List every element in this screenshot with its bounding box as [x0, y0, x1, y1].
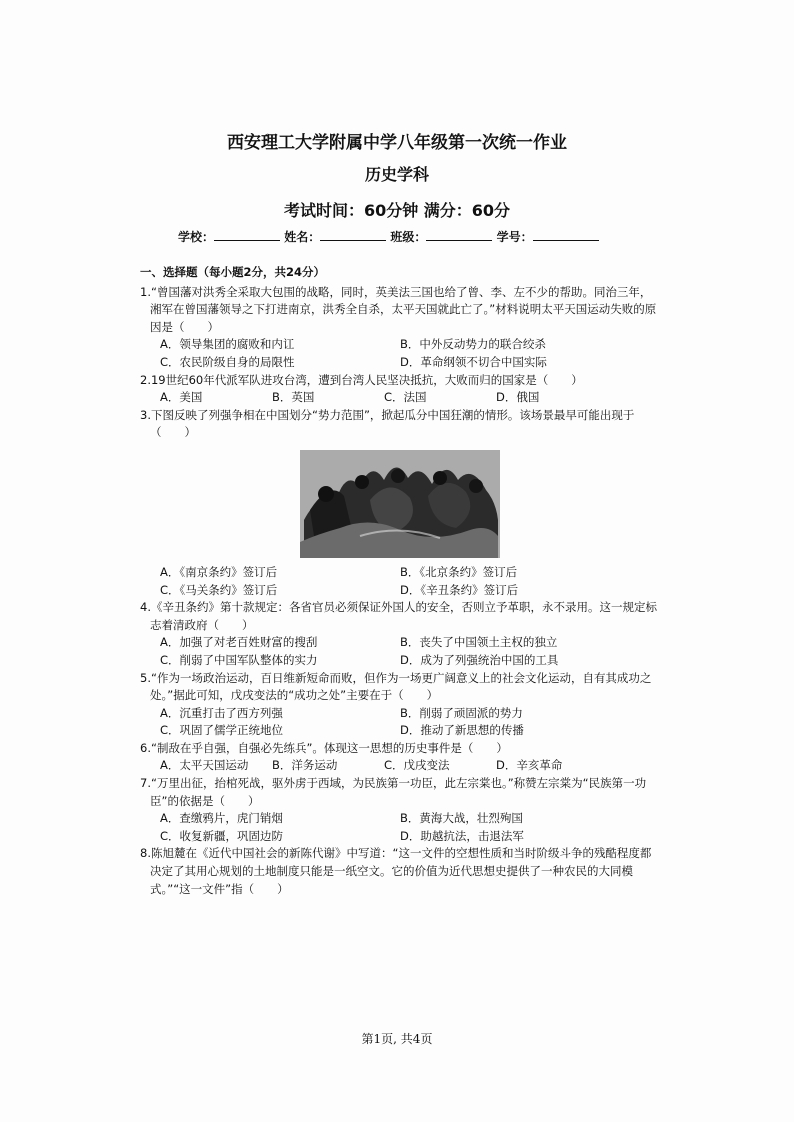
student-id-label: 学号： [496, 230, 533, 244]
option-a[interactable]: A．美国 [160, 390, 203, 405]
question-2 [140, 372, 660, 407]
section-title: 一、选择题（每小题2分，共24分） [140, 265, 326, 279]
question-6 [140, 740, 660, 775]
option-d[interactable]: D．革命纲领不切合中国实际 [400, 354, 547, 369]
options [140, 389, 660, 407]
options [140, 705, 660, 740]
name-blank[interactable] [320, 229, 386, 241]
question-stem: 下图反映了列强争相在中国划分“势力范围”，掀起瓜分中国狂潮的情形。该场景最早可能出现于（ ） [150, 407, 635, 440]
option-b[interactable]: B．削弱了顽固派的势力 [400, 705, 523, 720]
option-d[interactable]: D．辛亥革命 [496, 758, 563, 773]
question-stem: 陈旭麓在《近代中国社会的新陈代谢》中写道：“这一文件的空想性质和当时阶级斗争的残酷程度都决定了其用心规划的土地制度只能是一纸空文。它的价值为近代思想史提供了一种农民的大同模式。”“这一文件”指（ ） [150, 846, 652, 896]
school-blank[interactable] [214, 229, 280, 241]
option-c[interactable]: C．收复新疆，巩固边防 [160, 828, 284, 843]
option-a[interactable]: A．《南京条约》签订后 [160, 564, 278, 579]
question-4 [140, 599, 660, 669]
question-text [140, 775, 660, 810]
question-text [140, 845, 660, 898]
options [140, 634, 660, 669]
option-b[interactable]: B．《北京条约》签订后 [400, 564, 518, 579]
exam-info: 考试时间：60分钟 满分：60分 [283, 201, 511, 220]
class-label: 班级： [390, 230, 427, 244]
student-info-line [178, 228, 599, 245]
question-stem: “万里出征，抬棺死战，驱外虏于西域，为民族第一功臣，此左宗棠也。”称赞左宗棠为“民族第一功臣”的依据是（ ） [150, 776, 647, 808]
option-a[interactable]: A．沉重打击了西方列强 [160, 705, 283, 720]
question-number: 5. [140, 670, 151, 685]
option-d[interactable]: D．成为了列强统治中国的工具 [400, 652, 559, 667]
option-d[interactable]: D．推动了新思想的传播 [400, 723, 524, 738]
option-d[interactable]: D．《辛丑条约》签订后 [400, 582, 519, 597]
question-text [140, 599, 660, 634]
options [140, 336, 660, 371]
question-text [140, 740, 660, 758]
student-id-blank[interactable] [533, 229, 599, 241]
option-c[interactable]: C．削弱了中国军队整体的实力 [160, 652, 318, 667]
class-blank[interactable] [426, 229, 492, 241]
option-a[interactable]: A．查缴鸦片，虎门销烟 [160, 811, 283, 826]
partition-of-china-cartoon-image [300, 450, 500, 558]
question-stem: “作为一场政治运动，百日维新短命而败，但作为一场更广阔意义上的社会文化运动，自有其成功之处。”据此可知，戊戌变法的“成功之处”主要在于（ ） [150, 670, 652, 703]
options [140, 564, 660, 599]
question-number: 2. [140, 372, 151, 387]
name-label: 姓名： [284, 230, 321, 244]
cartoon-figure [140, 450, 660, 558]
question-number: 3. [140, 407, 151, 422]
question-stem: 19世纪60年代派军队进攻台湾，遭到台湾人民坚决抵抗，大败而归的国家是（ ） [150, 372, 583, 387]
question-text [140, 284, 660, 337]
options [140, 757, 660, 775]
question-3 [140, 407, 660, 599]
option-c[interactable]: C．戊戌变法 [384, 758, 450, 773]
question-7 [140, 775, 660, 845]
question-number: 6. [140, 740, 151, 755]
question-text [140, 670, 660, 705]
question-stem: “制敌在乎自强，自强必先练兵”。体现这一思想的历史事件是（ ） [150, 740, 508, 755]
option-b[interactable]: B．英国 [272, 390, 315, 405]
question-number: 4. [140, 600, 151, 615]
option-d[interactable]: D．俄国 [496, 390, 540, 405]
question-1 [140, 284, 660, 372]
option-c[interactable]: C．农民阶级自身的局限性 [160, 354, 295, 369]
subject-title: 历史学科 [364, 165, 429, 184]
option-a[interactable]: A．领导集团的腐败和内讧 [160, 337, 295, 352]
option-a[interactable]: A．太平天国运动 [160, 758, 249, 773]
option-b[interactable]: B．丧失了中国领土主权的独立 [400, 635, 558, 650]
question-content [140, 264, 660, 898]
option-b[interactable]: B．洋务运动 [272, 758, 338, 773]
option-a[interactable]: A．加强了对老百姓财富的搜刮 [160, 635, 318, 650]
question-5 [140, 670, 660, 740]
question-number: 1. [140, 284, 151, 299]
option-d[interactable]: D．助越抗法，击退法军 [400, 828, 524, 843]
question-stem: 《辛丑条约》第十款规定：各省官员必须保证外国人的安全，否则立予革职，永不录用。这一规定标志着清政府（ ） [150, 600, 657, 632]
school-title: 西安理工大学附属中学八年级第一次统一作业 [227, 133, 567, 153]
option-c[interactable]: C．《马关条约》签订后 [160, 582, 278, 597]
option-c[interactable]: C．法国 [384, 390, 427, 405]
question-number: 8. [140, 846, 151, 861]
question-number: 7. [140, 776, 151, 791]
option-b[interactable]: B．中外反动势力的联合绞杀 [400, 337, 546, 352]
options [140, 810, 660, 845]
option-c[interactable]: C．巩固了儒学正统地位 [160, 723, 284, 738]
page-footer: 第1页, 共4页 [361, 1032, 433, 1046]
option-b[interactable]: B．黄海大战，壮烈殉国 [400, 811, 523, 826]
question-text [140, 372, 660, 390]
school-label: 学校： [178, 230, 215, 244]
question-stem: “曾国藩对洪秀全采取大包围的战略，同时，英美法三国也给了曾、李、左不少的帮助。同治三年，湘军在曾国藩领导之下打进南京，洪秀全自杀，太平天国就此亡了。”材料说明太平天国运动失败的原因是（ ） [150, 284, 657, 334]
question-8 [140, 845, 660, 898]
question-text [140, 407, 660, 442]
